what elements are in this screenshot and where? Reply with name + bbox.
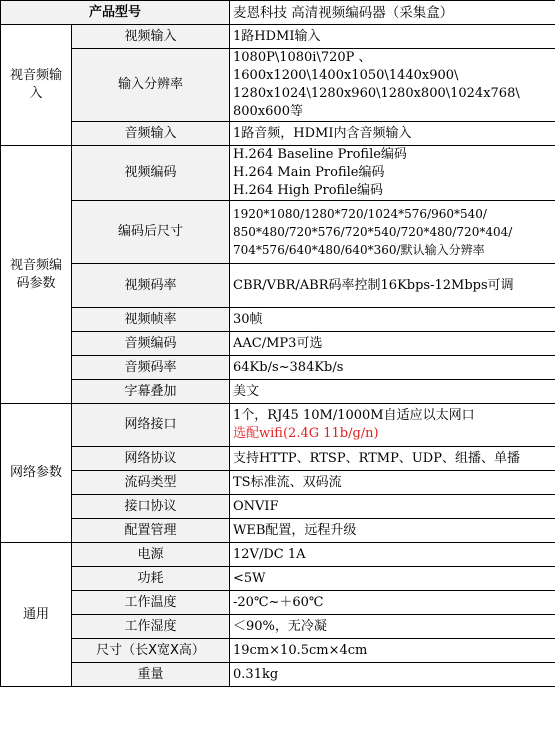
- row-label: 电源: [72, 543, 230, 567]
- row-value: -20℃~＋60℃: [230, 591, 555, 615]
- row-label: 视频输入: [72, 25, 230, 49]
- table-row: [1, 146, 555, 201]
- row-label: 音频码率: [72, 356, 230, 380]
- table-row: [1, 567, 555, 591]
- table-row: [1, 356, 555, 380]
- row-value: 19cm×10.5cm×4cm: [230, 639, 555, 663]
- row-label: 功耗: [72, 567, 230, 591]
- row-value: CBR/VBR/ABR码率控制16Kbps-12Mbps可调: [230, 264, 555, 308]
- row-label: 网络协议: [72, 447, 230, 471]
- table-row: [1, 519, 555, 543]
- table-row: [1, 447, 555, 471]
- row-value: H.264 Baseline Profile编码 H.264 Main Profile编码 H.264 High Profile编码: [230, 146, 555, 201]
- table-row: [1, 471, 555, 495]
- table-row: [1, 264, 555, 308]
- row-value: 美文: [230, 380, 555, 404]
- row-value: 1路音频，HDMI内含音频输入: [230, 122, 555, 146]
- row-label: 音频编码: [72, 332, 230, 356]
- row-value: <5W: [230, 567, 555, 591]
- row-value: 1920*1080/1280*720/1024*576/960*540/ 850*480/720*576/720*540/720*480/720*404/ 704*576/640*480/640*360/默认输入分辨率: [230, 201, 555, 264]
- row-label: 接口协议: [72, 495, 230, 519]
- table-row: [1, 332, 555, 356]
- table-row: [1, 49, 555, 122]
- group-label-network: 网络参数: [1, 404, 72, 543]
- optional-wifi-note: 选配wifi(2.4G 11b/g/n): [233, 426, 379, 441]
- row-label: 工作湿度: [72, 615, 230, 639]
- row-value: 支持HTTP、RTSP、RTMP、UDP、组播、单播: [230, 447, 555, 471]
- row-label: 配置管理: [72, 519, 230, 543]
- row-label: 输入分辨率: [72, 49, 230, 122]
- row-label: 尺寸（长X宽X高）: [72, 639, 230, 663]
- row-value: ＜90%，无冷凝: [230, 615, 555, 639]
- header-label: 产品型号: [1, 1, 230, 25]
- table-row: [1, 495, 555, 519]
- row-label: 视频帧率: [72, 308, 230, 332]
- row-value: 64Kb/s~384Kb/s: [230, 356, 555, 380]
- row-label: 流码类型: [72, 471, 230, 495]
- table-row: [1, 122, 555, 146]
- table-row: [1, 308, 555, 332]
- row-value: 12V/DC 1A: [230, 543, 555, 567]
- row-label: 字幕叠加: [72, 380, 230, 404]
- header-value: 麦恩科技 高清视频编码器（采集盒）: [230, 1, 555, 25]
- row-value: 1080P\1080i\720P 、 1600x1200\1400x1050\1440x900\ 1280x1024\1280x960\1280x800\1024x768\ 800x600等: [230, 49, 555, 122]
- table-row: [1, 404, 555, 447]
- table-row: [1, 25, 555, 49]
- row-label: 视频编码: [72, 146, 230, 201]
- row-label: 编码后尺寸: [72, 201, 230, 264]
- row-value: 1路HDMI输入: [230, 25, 555, 49]
- row-value: TS标准流、双码流: [230, 471, 555, 495]
- row-value: 0.31kg: [230, 663, 555, 687]
- row-value: ONVIF: [230, 495, 555, 519]
- table-row: [1, 639, 555, 663]
- row-label: 工作温度: [72, 591, 230, 615]
- table-row: [1, 543, 555, 567]
- row-value: AAC/MP3可选: [230, 332, 555, 356]
- group-label-av-encoding: 视音频编码参数: [1, 146, 72, 404]
- row-label: 视频码率: [72, 264, 230, 308]
- table-row: [1, 615, 555, 639]
- table-row: [1, 201, 555, 264]
- header-row: [1, 1, 555, 25]
- row-label: 重量: [72, 663, 230, 687]
- group-label-general: 通用: [1, 543, 72, 687]
- row-value: WEB配置，远程升级: [230, 519, 555, 543]
- table-row: [1, 380, 555, 404]
- row-label: 网络接口: [72, 404, 230, 447]
- group-label-av-input: 视音频输入: [1, 25, 72, 146]
- row-label: 音频输入: [72, 122, 230, 146]
- table-row: [1, 591, 555, 615]
- table-row: [1, 663, 555, 687]
- row-value: 30帧: [230, 308, 555, 332]
- row-value: 1个，RJ45 10M/1000M自适应以太网口 选配wifi(2.4G 11b/g/n): [230, 404, 555, 447]
